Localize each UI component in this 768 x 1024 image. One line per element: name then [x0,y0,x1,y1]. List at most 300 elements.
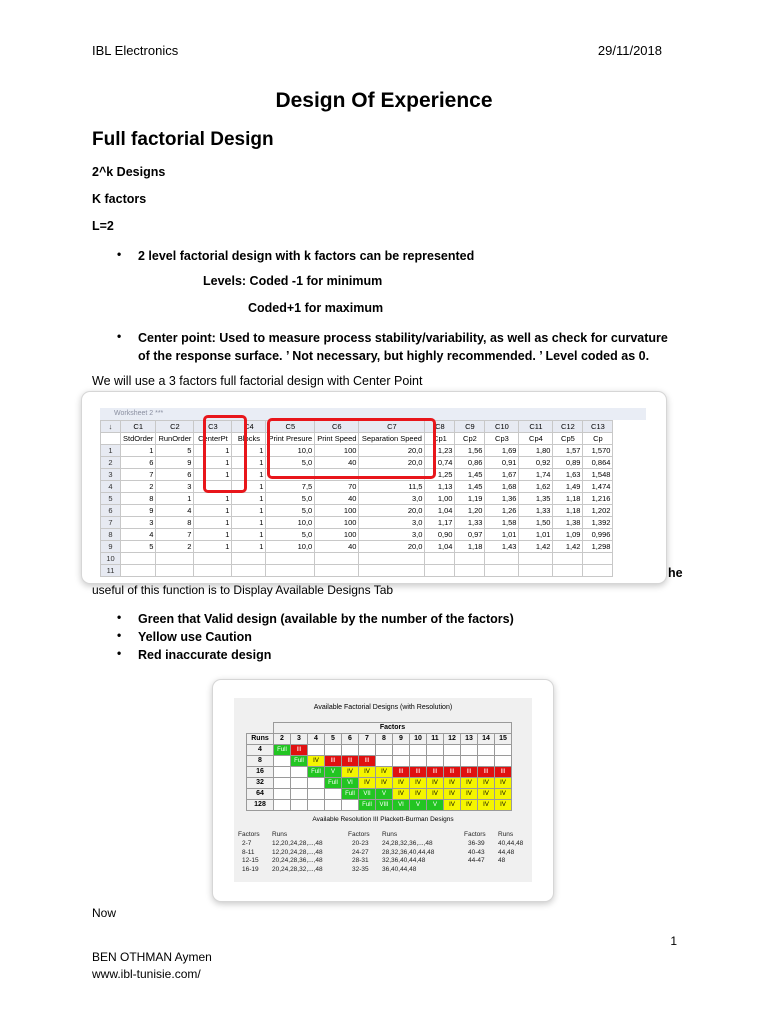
worksheet-cell[interactable] [266,553,315,565]
design-cell[interactable] [478,756,495,767]
pb-runs-value: 24,28,32,36,...,48 [382,840,433,847]
worksheet-cell[interactable]: 1,00 [425,493,455,505]
worksheet-cell[interactable] [455,565,485,577]
design-cell[interactable]: IV [478,789,495,800]
pb-factors-value: 12-15 [242,857,259,864]
design-cell[interactable]: VII [359,789,376,800]
design-cell[interactable] [274,789,291,800]
factor-col-header: 6 [342,734,359,745]
worksheet-cell[interactable]: 1,18 [553,505,583,517]
worksheet-cell[interactable]: 100 [315,445,359,457]
worksheet-cell[interactable]: 1,69 [485,445,519,457]
worksheet-cell[interactable] [519,553,553,565]
worksheet-cell[interactable]: 1,202 [583,505,613,517]
worksheet-cell[interactable]: 1,548 [583,469,613,481]
worksheet-cell[interactable]: 40 [315,493,359,505]
worksheet-col-id[interactable]: C10 [485,421,519,433]
worksheet-cell[interactable]: 1,58 [485,517,519,529]
worksheet-cell[interactable]: 20,0 [359,457,425,469]
design-cell[interactable]: III [342,756,359,767]
worksheet-cell[interactable]: 1,01 [485,529,519,541]
design-cell[interactable]: IV [376,778,393,789]
worksheet-cell[interactable]: 1 [194,505,232,517]
worksheet-col-id[interactable]: C13 [583,421,613,433]
design-cell[interactable]: VI [342,778,359,789]
worksheet-cell[interactable]: 1,63 [553,469,583,481]
worksheet-row-number[interactable]: 10 [101,553,121,565]
worksheet-col-id[interactable]: C11 [519,421,553,433]
worksheet-col-name[interactable]: CenterPt [194,433,232,445]
factor-col-header: 4 [308,734,325,745]
design-cell[interactable] [359,745,376,756]
pb-factors-value: 32-35 [352,865,369,873]
worksheet-cell[interactable]: 3 [156,481,194,493]
page-title: Design Of Experience [275,89,493,112]
factor-col-header: 8 [376,734,393,745]
worksheet-cell[interactable]: 9 [156,457,194,469]
design-cell[interactable]: IV [444,778,461,789]
factor-col-header: 15 [495,734,512,745]
pb-factors-value: 36-39 [468,840,485,847]
worksheet-cell[interactable] [315,565,359,577]
worksheet-cell[interactable]: 1 [232,517,266,529]
worksheet-cell[interactable] [232,553,266,565]
worksheet-cell[interactable]: 9 [121,505,156,517]
center-point-text: Used to measure process stability/variability, as well as check for curvature of the response surface. ’ Not necessary, but highly recommended. ’ Level coded as 0. [138,331,668,363]
design-cell[interactable]: IV [393,778,410,789]
worksheet-cell[interactable]: 1 [232,481,266,493]
grid-row [247,723,512,734]
worksheet-cell[interactable]: 20,0 [359,505,425,517]
worksheet-cell[interactable]: 100 [315,517,359,529]
pb-factors-value: 2-7 [242,840,252,847]
worksheet-cell[interactable]: 1,04 [425,505,455,517]
design-cell[interactable] [393,756,410,767]
worksheet-row-number[interactable]: 9 [101,541,121,553]
worksheet-col-name[interactable]: Cp5 [553,433,583,445]
worksheet-row [101,553,613,565]
design-cell[interactable]: III [325,756,342,767]
worksheet-cell[interactable]: 4 [156,505,194,517]
worksheet-cell[interactable] [553,553,583,565]
worksheet-cell[interactable]: 1,18 [455,541,485,553]
worksheet-cell[interactable]: 7,5 [266,481,315,493]
worksheet-cell[interactable]: 0,90 [425,529,455,541]
worksheet-cell[interactable] [455,553,485,565]
design-cell[interactable]: III [461,767,478,778]
worksheet-cell[interactable]: 1,570 [583,445,613,457]
design-cell[interactable] [325,789,342,800]
worksheet-cell[interactable]: 0,92 [519,457,553,469]
worksheet-cell[interactable]: 0,74 [425,457,455,469]
design-cell[interactable] [478,745,495,756]
worksheet-cell[interactable] [425,565,455,577]
design-cell[interactable]: V [376,789,393,800]
worksheet-cell[interactable]: 1 [232,529,266,541]
design-cell[interactable] [342,745,359,756]
worksheet-cell[interactable]: 1,36 [485,493,519,505]
worksheet-cell[interactable]: 1,57 [553,445,583,457]
runs-cell: 8 [247,756,274,767]
worksheet-col-name[interactable]: StdOrder [121,433,156,445]
design-cell[interactable] [461,756,478,767]
design-cell[interactable]: IV [342,767,359,778]
worksheet-col-id[interactable]: C1 [121,421,156,433]
worksheet-cell[interactable]: 5,0 [266,505,315,517]
runs-cell: 32 [247,778,274,789]
worksheet-cell[interactable]: 6 [156,469,194,481]
design-cell[interactable]: III [359,756,376,767]
worksheet-cell[interactable]: 1,23 [425,445,455,457]
pb-runs-value: 20,24,28,36,...,48 [272,857,323,864]
design-cell[interactable]: IV [478,778,495,789]
design-cell[interactable] [444,745,461,756]
worksheet-cell[interactable]: 1,62 [519,481,553,493]
worksheet-cell[interactable]: 10,0 [266,445,315,457]
design-cell[interactable] [274,767,291,778]
design-cell[interactable]: IV [359,778,376,789]
worksheet-cell[interactable]: 1,392 [583,517,613,529]
worksheet-cell[interactable]: 1,01 [519,529,553,541]
pb-runs-value: 40,44,48 [498,840,524,847]
bullet-icon: • [117,628,122,642]
worksheet-cell[interactable] [485,553,519,565]
worksheet-col-name[interactable]: Cp2 [455,433,485,445]
worksheet-col-name[interactable]: RunOrder [156,433,194,445]
worksheet-cell[interactable] [583,553,613,565]
factor-col-header: 7 [359,734,376,745]
design-cell[interactable]: IV [444,789,461,800]
design-cell[interactable]: V [325,767,342,778]
worksheet-col-name[interactable]: Print Speed [315,433,359,445]
worksheet-cell[interactable]: 3 [121,517,156,529]
worksheet-cell[interactable] [194,553,232,565]
design-cell[interactable]: IV [444,800,461,811]
worksheet-cell[interactable]: 3,0 [359,493,425,505]
worksheet-cell[interactable]: 1 [194,445,232,457]
worksheet-cell[interactable]: 1,20 [455,505,485,517]
design-cell[interactable]: IV [427,778,444,789]
design-cell[interactable] [291,778,308,789]
designs-grid [246,722,512,811]
worksheet-cell[interactable]: 4 [121,529,156,541]
worksheet-cell[interactable]: 2 [121,481,156,493]
worksheet-cell[interactable]: 1,33 [455,517,485,529]
worksheet-cell[interactable]: 1,33 [519,505,553,517]
design-cell[interactable]: IV [495,778,512,789]
worksheet-col-id[interactable]: C5 [266,421,315,433]
worksheet-cell[interactable]: 40 [315,457,359,469]
worksheet-cell[interactable]: 1,04 [425,541,455,553]
worksheet-cell[interactable] [156,565,194,577]
design-cell[interactable] [495,745,512,756]
worksheet-cell[interactable]: 5,0 [266,493,315,505]
worksheet-cell[interactable]: 1,18 [553,493,583,505]
bullet-icon: • [117,610,122,624]
worksheet-cell[interactable]: 3,0 [359,529,425,541]
factors-header: Factors [274,723,512,734]
worksheet-col-id[interactable]: C6 [315,421,359,433]
levels-coded-max: Coded+1 for maximum [248,301,384,315]
design-cell[interactable]: Full [325,778,342,789]
worksheet-cell[interactable] [359,553,425,565]
worksheet-cell[interactable]: 6 [121,457,156,469]
worksheet-cell[interactable] [519,565,553,577]
worksheet-cell[interactable] [232,565,266,577]
worksheet-cell[interactable] [553,565,583,577]
worksheet-cell[interactable]: 0,97 [455,529,485,541]
worksheet-cell[interactable]: 1,42 [553,541,583,553]
worksheet-col-id[interactable]: C7 [359,421,425,433]
designs-title: Available Factorial Designs (with Resolution) [313,704,453,711]
grid-row [247,745,512,756]
design-cell[interactable]: III [478,767,495,778]
design-cell[interactable]: IV [376,767,393,778]
worksheet-cell[interactable]: 1 [156,493,194,505]
worksheet-cell[interactable]: 1 [232,493,266,505]
worksheet-cell[interactable]: 5 [121,541,156,553]
design-cell[interactable] [274,756,291,767]
design-cell[interactable] [308,745,325,756]
worksheet-cell[interactable] [583,565,613,577]
worksheet-cell[interactable]: 1 [121,445,156,457]
design-cell[interactable]: IV [495,789,512,800]
design-cell[interactable]: IV [410,778,427,789]
legend-green: Green that Valid design (available by the number of the factors) [138,612,514,626]
worksheet-col-id[interactable]: C4 [232,421,266,433]
design-cell[interactable] [410,756,427,767]
worksheet-cell[interactable]: 0,91 [485,457,519,469]
worksheet-cell[interactable]: 1,216 [583,493,613,505]
worksheet-cell[interactable]: 1 [232,469,266,481]
pb-factors-value: 28-31 [352,857,369,864]
worksheet-cell[interactable]: 2 [156,541,194,553]
worksheet-cell[interactable]: 1,49 [553,481,583,493]
worksheet-cell[interactable]: 1,13 [425,481,455,493]
factor-col-header: 13 [461,734,478,745]
worksheet-col-name[interactable]: Cp4 [519,433,553,445]
factor-col-header: 3 [291,734,308,745]
design-cell[interactable] [291,800,308,811]
worksheet-cell[interactable]: 1,38 [553,517,583,529]
worksheet-cell[interactable]: 3,0 [359,517,425,529]
design-cell[interactable] [427,756,444,767]
worksheet-col-name[interactable]: Separation Speed [359,433,425,445]
worksheet-cell[interactable]: 20,0 [359,541,425,553]
worksheet-row-number[interactable]: 3 [101,469,121,481]
worksheet-cell[interactable]: 20,0 [359,445,425,457]
worksheet-col-id[interactable]: C8 [425,421,455,433]
worksheet-row-number[interactable]: 6 [101,505,121,517]
worksheet-cell[interactable] [485,565,519,577]
design-cell[interactable]: IV [461,789,478,800]
levels-coded-min: Levels: Coded -1 for minimum [203,274,383,288]
design-cell[interactable]: IV [495,800,512,811]
worksheet-cell[interactable]: 1,42 [519,541,553,553]
worksheet-cell[interactable]: 7 [156,529,194,541]
design-cell[interactable] [325,800,342,811]
design-cell[interactable] [274,800,291,811]
worksheet-cell[interactable] [156,553,194,565]
worksheet-cell[interactable]: 1,35 [519,493,553,505]
worksheet-col-id[interactable]: C2 [156,421,194,433]
design-cell[interactable]: Full [359,800,376,811]
design-cell[interactable] [376,745,393,756]
worksheet-cell[interactable] [425,553,455,565]
design-cell[interactable] [308,800,325,811]
worksheet-col-name[interactable]: Cp1 [425,433,455,445]
worksheet-col-name[interactable]: Cp3 [485,433,519,445]
worksheet-cell[interactable] [315,553,359,565]
design-cell[interactable] [376,756,393,767]
worksheet-cell[interactable]: 1 [194,493,232,505]
design-cell[interactable]: IV [478,800,495,811]
worksheet-cell[interactable]: 1,474 [583,481,613,493]
worksheet-cell[interactable]: 1,56 [455,445,485,457]
design-cell[interactable]: VIII [376,800,393,811]
worksheet-cell[interactable]: 1,45 [455,469,485,481]
worksheet-cell[interactable]: 1 [232,505,266,517]
design-cell[interactable] [444,756,461,767]
worksheet-cell[interactable]: 1 [194,457,232,469]
design-cell[interactable]: IV [359,767,376,778]
design-cell[interactable]: III [427,767,444,778]
worksheet-cell[interactable]: 1 [194,517,232,529]
worksheet-cell[interactable]: 1,19 [455,493,485,505]
design-cell[interactable] [342,800,359,811]
design-cell[interactable]: Full [342,789,359,800]
design-cell[interactable]: III [444,767,461,778]
worksheet-cell[interactable]: 1,45 [455,481,485,493]
worksheet-cell[interactable]: 5,0 [266,529,315,541]
design-cell[interactable]: IV [461,800,478,811]
worksheet-cell[interactable] [194,565,232,577]
design-cell[interactable]: IV [427,789,444,800]
worksheet-cell[interactable]: 10,0 [266,517,315,529]
design-cell[interactable]: Full [308,767,325,778]
design-cell[interactable] [427,745,444,756]
pb-factors-header: Factors [238,831,260,838]
design-cell[interactable]: Full [291,756,308,767]
worksheet-cell[interactable]: 0,86 [455,457,485,469]
design-cell[interactable]: IV [393,789,410,800]
worksheet-cell[interactable] [121,565,156,577]
worksheet-cell[interactable]: 10,0 [266,541,315,553]
worksheet-row-number[interactable]: 11 [101,565,121,577]
worksheet-cell[interactable]: 40 [315,541,359,553]
design-cell[interactable]: III [291,745,308,756]
design-cell[interactable]: Full [274,745,291,756]
grid-row [247,756,512,767]
worksheet-cell[interactable] [121,553,156,565]
worksheet-row-number[interactable]: 2 [101,457,121,469]
worksheet-cell[interactable]: 70 [315,481,359,493]
worksheet-cell[interactable]: 1,68 [485,481,519,493]
worksheet-col-id[interactable]: C9 [455,421,485,433]
design-cell[interactable]: V [427,800,444,811]
worksheet-cell[interactable]: 11,5 [359,481,425,493]
design-cell[interactable]: IV [410,789,427,800]
worksheet-cell[interactable]: 1 [232,445,266,457]
design-cell[interactable] [495,756,512,767]
worksheet-cell[interactable]: 1,298 [583,541,613,553]
footer-url[interactable]: www.ibl-tunisie.com/ [92,967,201,981]
pb-runs-value: 12,20,24,28,...,48 [272,840,323,847]
worksheet-cell[interactable]: 7 [121,469,156,481]
worksheet-cell[interactable]: 8 [121,493,156,505]
worksheet-row-number[interactable]: 8 [101,529,121,541]
worksheet-cell[interactable]: 1 [194,529,232,541]
design-cell[interactable] [291,767,308,778]
design-cell[interactable]: VI [393,800,410,811]
worksheet-cell[interactable]: 1,67 [485,469,519,481]
worksheet-col-name[interactable]: Print Presure [266,433,315,445]
pb-factors-value: 8-11 [242,848,255,856]
worksheet-cell[interactable]: 1,74 [519,469,553,481]
design-cell[interactable]: III [410,767,427,778]
design-cell[interactable]: V [410,800,427,811]
worksheet-col-name[interactable]: Blocks [232,433,266,445]
worksheet-cell[interactable]: 1,09 [553,529,583,541]
worksheet-col-id[interactable]: C12 [553,421,583,433]
worksheet-cell[interactable]: 1,80 [519,445,553,457]
design-cell[interactable] [461,745,478,756]
worksheet-row-number[interactable]: 5 [101,493,121,505]
design-cell[interactable] [308,778,325,789]
design-cell[interactable]: III [393,767,410,778]
worksheet-cell[interactable]: 0,89 [553,457,583,469]
worksheet-cell[interactable]: 1,17 [425,517,455,529]
design-cell[interactable] [410,745,427,756]
worksheet-cell[interactable]: 1 [232,541,266,553]
worksheet-cell[interactable] [266,565,315,577]
design-cell[interactable] [274,778,291,789]
design-cell[interactable]: IV [461,778,478,789]
design-cell[interactable]: IV [308,756,325,767]
worksheet-row [101,517,613,529]
worksheet-col-name[interactable]: Cp [583,433,613,445]
worksheet-cell[interactable]: 8 [156,517,194,529]
design-cell[interactable] [291,789,308,800]
design-cell[interactable] [325,745,342,756]
worksheet-cell[interactable]: 0,864 [583,457,613,469]
text-now: Now [92,906,117,920]
worksheet-cell[interactable]: 1 [232,457,266,469]
design-cell[interactable]: III [495,767,512,778]
worksheet-row-number[interactable]: 4 [101,481,121,493]
worksheet-cell[interactable]: 5,0 [266,457,315,469]
worksheet-row-number[interactable]: 1 [101,445,121,457]
worksheet-cell[interactable] [359,565,425,577]
worksheet-cell[interactable]: 1,25 [425,469,455,481]
pb-runs-value: 20,24,28,32,...,48 [272,865,323,873]
worksheet-cell[interactable]: 1,26 [485,505,519,517]
design-cell[interactable] [393,745,410,756]
worksheet-cell[interactable]: 5 [156,445,194,457]
worksheet-cell[interactable]: 1 [194,541,232,553]
worksheet-cell[interactable]: 1,50 [519,517,553,529]
worksheet-cell[interactable]: 100 [315,529,359,541]
worksheet-cell[interactable]: 100 [315,505,359,517]
worksheet-row-number[interactable]: 7 [101,517,121,529]
worksheet-corner [101,433,121,445]
pb-factors-value: 40-43 [468,848,485,856]
worksheet-cell[interactable]: 1 [194,469,232,481]
worksheet-cell[interactable]: 1,43 [485,541,519,553]
design-cell[interactable] [308,789,325,800]
worksheet-cell[interactable]: 0,996 [583,529,613,541]
worksheet-col-id[interactable]: C3 [194,421,232,433]
